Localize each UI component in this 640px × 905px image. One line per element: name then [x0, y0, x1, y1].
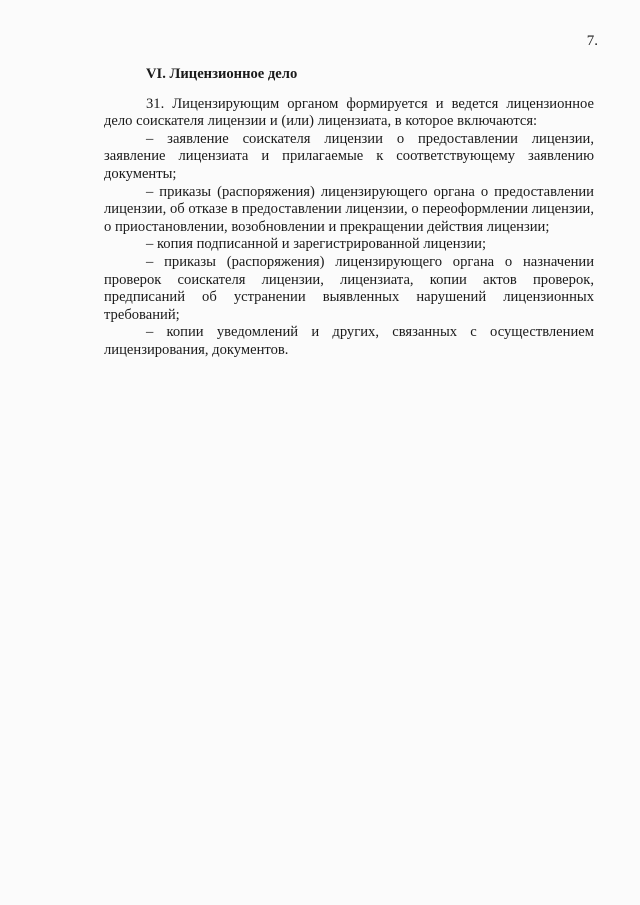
- paragraph-31: 31. Лицензирующим органом формируется и ведется лицензионное дело соискателя лицензии и (или) лицензиата, в которое включаются:: [104, 95, 594, 130]
- list-item: – приказы (распоряжения) лицензирующего органа о назначении проверок соискателя лицензии, лицензиата, копии актов проверок, предписаний об устранении выявленных нарушений лицензионных требований;: [104, 253, 594, 323]
- section-title: VI. Лицензионное дело: [146, 66, 298, 82]
- list-item: – копия подписанной и зарегистрированной лицензии;: [146, 236, 486, 253]
- page-number: 7.: [586, 33, 598, 49]
- list-item: – приказы (распоряжения) лицензирующего органа о предоставлении лицензии, об отказе в предоставлении лицензии, о переоформлении лицензии, о приостановлении, возобновлении и прекращении действия лицензии;: [104, 183, 594, 235]
- list-item: – заявление соискателя лицензии о предоставлении лицензии, заявление лицензиата и прилагаемые к соответствующему заявлению документы;: [104, 130, 594, 182]
- list-item: – копии уведомлений и других, связанных с осуществлением лицензирования, документов.: [104, 324, 594, 358]
- document-body: [104, 66, 594, 360]
